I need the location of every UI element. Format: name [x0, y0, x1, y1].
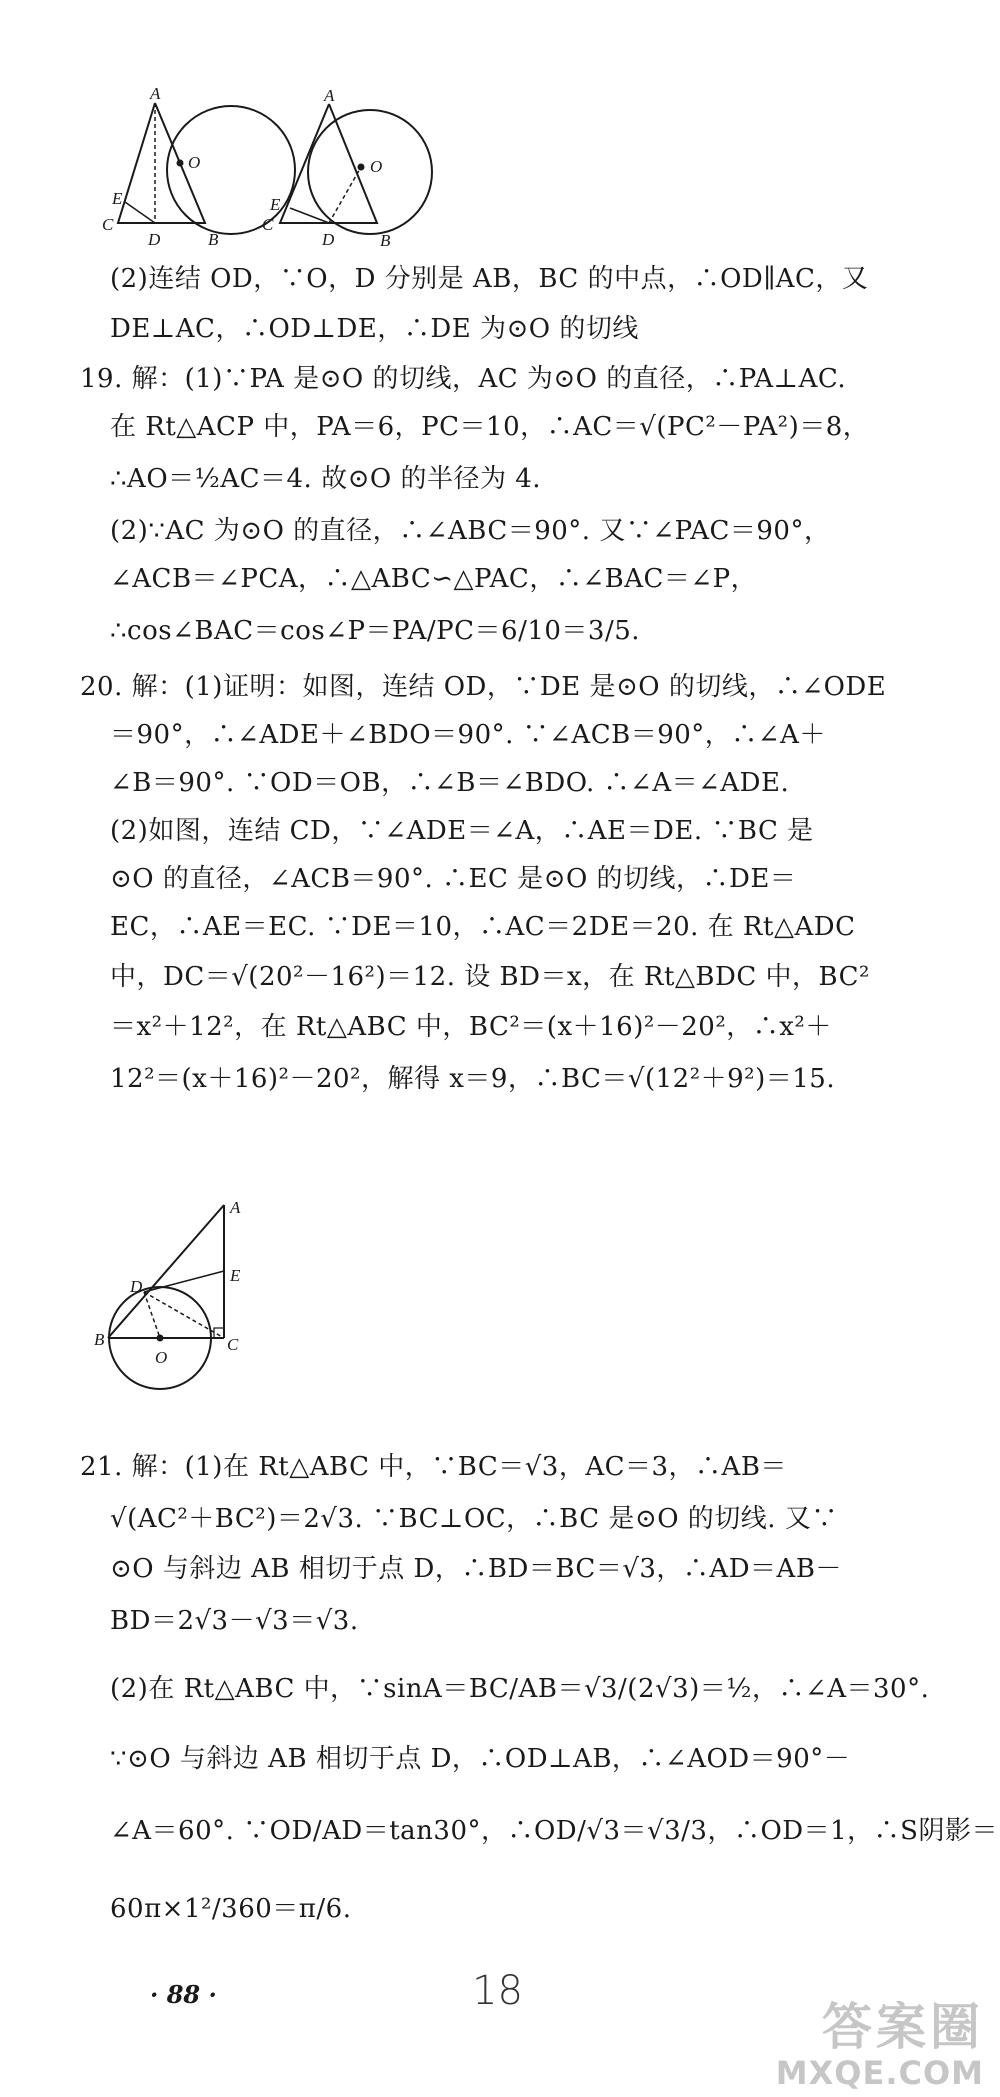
text-line: 12²＝(x＋16)²－20²，解得 x＝9，∴BC＝√(12²＋9²)＝15.	[110, 1064, 836, 1094]
fig3-label-a: A	[230, 1198, 241, 1217]
text-line: ∴AO＝½AC＝4. 故⊙O 的半径为 4.	[110, 464, 542, 494]
fig2-label-a: A	[324, 86, 335, 105]
fig1-label-c: C	[102, 215, 114, 234]
text-line: ⊙O 与斜边 AB 相切于点 D，∴BD＝BC＝√3，∴AD＝AB－	[110, 1554, 842, 1584]
fig2-label-e: E	[270, 195, 281, 214]
text-line: 中，DC＝√(20²－16²)＝12. 设 BD＝x，在 Rt△BDC 中，BC²	[110, 962, 870, 992]
text-line: DE⊥AC，∴OD⊥DE，∴DE 为⊙O 的切线	[110, 314, 639, 344]
text-line: EC，∴AE＝EC. ∵DE＝10，∴AC＝2DE＝20. 在 Rt△ADC	[110, 912, 856, 942]
text-line: ∠A＝60°. ∵OD/AD＝tan30°，∴OD/√3＝√3/3，∴OD＝1，∴S阴影＝	[110, 1816, 998, 1846]
fig2-label-c: C	[262, 215, 274, 234]
text-line: ∠B＝90°. ∵OD＝OB，∴∠B＝∠BDO. ∴∠A＝∠ADE.	[110, 768, 790, 798]
text-line-q20: 20. 解：(1)证明：如图，连结 OD，∵DE 是⊙O 的切线，∴∠ODE	[80, 672, 887, 702]
fig1-label-a: A	[150, 84, 161, 103]
text-line: (2)连结 OD，∵O，D 分别是 AB，BC 的中点，∴OD∥AC，又	[110, 264, 869, 294]
text-line: 60π×1²/360＝π/6.	[110, 1894, 352, 1924]
watermark-url: MXQE.COM	[775, 2054, 984, 2092]
figure-3-svg	[94, 1195, 280, 1435]
text-line: ∠ACB＝∠PCA，∴△ABC∽△PAC，∴∠BAC＝∠P，	[110, 564, 758, 594]
fig3-label-d: D	[130, 1277, 143, 1296]
text-line: ∴cos∠BAC＝cos∠P＝PA/PC＝6/10＝3/5.	[110, 616, 641, 646]
fig2-label-o: O	[370, 157, 383, 176]
text-line: ⊙O 的直径，∠ACB＝90°. ∴EC 是⊙O 的切线，∴DE＝	[110, 864, 797, 894]
text-line-q21: 21. 解：(1)在 Rt△ABC 中，∵BC＝√3，AC＝3，∴AB＝	[80, 1452, 787, 1482]
text-line: √(AC²＋BC²)＝2√3. ∵BC⊥OC，∴BC 是⊙O 的切线. 又∵	[110, 1504, 838, 1534]
fig3-label-o: O	[155, 1348, 168, 1367]
fig1-label-b: B	[208, 230, 219, 249]
watermark-logo-text: 答案圈	[822, 1998, 984, 2056]
text-line: 在 Rt△ACP 中，PA＝6，PC＝10，∴AC＝√(PC²－PA²)＝8，	[110, 412, 870, 442]
text-line: (2)∵AC 为⊙O 的直径，∴∠ABC＝90°. 又∵∠PAC＝90°，	[110, 516, 831, 546]
text-line: (2)如图，连结 CD，∵∠ADE＝∠A，∴AE＝DE. ∵BC 是	[110, 816, 814, 846]
handwritten-note: 18	[472, 1968, 523, 2014]
figure-circle-2	[262, 86, 520, 260]
text-line-q19: 19. 解：(1)∵PA 是⊙O 的切线，AC 为⊙O 的直径，∴PA⊥AC.	[80, 364, 847, 394]
figure-2-svg	[262, 86, 520, 260]
fig2-label-d: D	[322, 230, 335, 249]
text-line: BD＝2√3－√3＝√3.	[110, 1606, 359, 1636]
text-line: ＝x²＋12²，在 Rt△ABC 中，BC²＝(x＋16)²－20²，∴x²＋	[110, 1012, 832, 1042]
fig3-label-c: C	[227, 1335, 239, 1354]
text-line: ∵⊙O 与斜边 AB 相切于点 D，∴OD⊥AB，∴∠AOD＝90°－	[110, 1744, 851, 1774]
fig2-label-b: B	[380, 231, 391, 250]
fig1-label-o: O	[188, 153, 201, 172]
watermark	[776, 1999, 984, 2091]
fig1-label-d: D	[148, 230, 161, 249]
page-number: · 88 ·	[150, 1980, 217, 2009]
fig3-label-b: B	[94, 1330, 105, 1349]
figure-circle-3	[94, 1195, 280, 1435]
fig3-label-e: E	[230, 1266, 241, 1285]
fig1-label-e: E	[112, 189, 123, 208]
text-line: ＝90°，∴∠ADE＋∠BDO＝90°. ∵∠ACB＝90°，∴∠A＋	[110, 720, 826, 750]
text-line: (2)在 Rt△ABC 中，∵sinA＝BC/AB＝√3/(2√3)＝½，∴∠A＝30°.	[110, 1674, 930, 1704]
